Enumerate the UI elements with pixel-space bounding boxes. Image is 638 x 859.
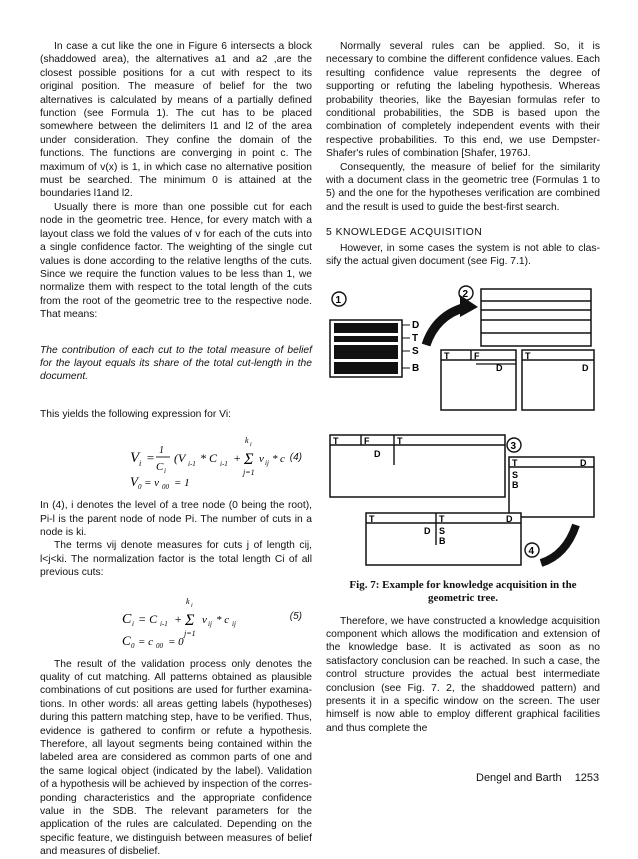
svg-text:ij: ij xyxy=(265,459,269,468)
paragraph: Normally several rules can be applied. So, it is necessary to combine the different confidence values. Each resulting confidence value represents the degree of supporting or refuting the labeling hypothesis. Whereas probability theories, like the Bayesian formulas refer to conditional probabilities, the SDB is based upon the combination of completely independent events with their respective probabilities. To this end, we use Dempster-Shafer's rules of combination [Shafer, 1976J. xyxy=(326,41,600,160)
label-T: T xyxy=(397,435,403,446)
svg-text:ij: ij xyxy=(208,619,212,628)
svg-text:0: 0 xyxy=(138,483,142,492)
right-column xyxy=(326,40,600,735)
left-column xyxy=(40,40,312,859)
label-D: D xyxy=(424,525,431,536)
svg-text:(V: (V xyxy=(174,451,186,466)
svg-text:i: i xyxy=(250,442,252,449)
equation-4-formula xyxy=(40,431,290,491)
step-label: 1 xyxy=(335,294,342,306)
svg-text:Σ: Σ xyxy=(185,611,195,629)
label-S: S xyxy=(412,345,419,357)
label-T: T xyxy=(369,513,375,524)
svg-text:00: 00 xyxy=(162,483,169,492)
caption-line: geometric tree. xyxy=(427,591,499,604)
svg-text:k: k xyxy=(245,436,249,446)
svg-text:* C: * C xyxy=(200,451,218,466)
svg-text:V: V xyxy=(130,474,138,490)
label-D: D xyxy=(506,513,513,524)
svg-text:+: + xyxy=(174,611,183,626)
label-D: D xyxy=(412,319,420,331)
label-F: F xyxy=(364,435,370,446)
svg-text:i: i xyxy=(164,467,166,476)
svg-text:i-1: i-1 xyxy=(220,460,228,469)
shaded-block xyxy=(334,362,398,374)
label-B: B xyxy=(439,535,446,546)
section-heading: 5 KNOWLEDGE ACQUISITION xyxy=(326,227,483,239)
paragraph: In case a cut like the one in Figure 6 intersects a block (shaddowed area), the alternatives a1 and a2 ,are the closest possible positions for a cut with respect to its original position. The measure of belief for the two alternatives is calculated by means of a partially defined function (see Formula 1). The cut has to be placed somewhere between the delimiters l1 and l2 of the area under consideration. They confine the domain of the functions. The functions are converging in point c. The maximum of v(x) is 1, in which case no alternative position must be searched. The minimum 0 is attained at the boundaries l1and l2. xyxy=(40,41,312,200)
step-label: 3 xyxy=(510,440,517,452)
step-label: 4 xyxy=(528,545,535,557)
figure-7 xyxy=(326,285,600,575)
equation-5 xyxy=(40,590,312,650)
step-label: 2 xyxy=(462,288,469,300)
svg-text:j=1: j=1 xyxy=(184,628,196,638)
svg-text:v: v xyxy=(259,453,264,466)
label-T: T xyxy=(333,435,339,446)
paragraph: However, in some cases the system is not able to classify the actual given document (see Fig. 7.1). xyxy=(326,242,600,268)
svg-text:= 0: = 0 xyxy=(168,635,184,648)
figure-caption xyxy=(326,579,600,605)
svg-text:=: = xyxy=(146,450,155,466)
label-T: T xyxy=(412,332,419,344)
svg-text:i: i xyxy=(139,459,142,469)
label-T: T xyxy=(439,513,445,524)
paragraph: Consequently, the measure of belief for the similarity with a document class in the geometric tree (Formulas 1 to 5) and the one for the hypotheses verification are combined and the result is used to guide the best-first search. xyxy=(326,161,600,213)
emphasis-quote: The contribution of each cut to the total measure of belief for the layout equals its share of the total cut-length in the document. xyxy=(40,344,312,383)
svg-text:= 1: = 1 xyxy=(174,477,190,490)
label-D: D xyxy=(582,362,589,373)
document-page xyxy=(330,435,505,497)
svg-text:i-1: i-1 xyxy=(160,619,168,628)
label-T: T xyxy=(444,350,450,361)
svg-text:v: v xyxy=(202,613,207,626)
svg-text:= C: = C xyxy=(138,611,158,626)
label-D: D xyxy=(496,362,503,373)
arrow xyxy=(541,525,576,563)
paragraph: The result of the validation process only denotes the quality of cut matching. All patterns obtained as plausible combinations of cut positions are used for further examinations. In other words: all areas getting labels (hypotheses) during this pattern matching step, have to be verified. Thus, evidence is gathered to confirm or refute a hypothesis. Therefore, all layout segments being contained within the labeled area are considered as common parts of one and the same logical object (indicated by the label). Validation of a hypothesis will be achieved by inspection of the corresponding characteristics and the appropriate confidence value in the SDB. The relevant parameters for the application of the rules are calculated. Depending on the specific feature, we distinguish between measures of belief and measures of disbelief. xyxy=(40,658,312,858)
label-T: T xyxy=(512,457,518,468)
svg-text:k: k xyxy=(186,596,190,606)
svg-text:i: i xyxy=(191,602,193,609)
label-S: S xyxy=(439,525,446,536)
paragraph: The terms vij denote measures for cuts j of length cij, l<j<ki. The normalization factor is the total length Ci of all previous cuts: xyxy=(40,540,312,579)
label-S: S xyxy=(512,469,519,480)
equation-4 xyxy=(40,431,312,491)
svg-text:*: * xyxy=(272,453,278,466)
svg-text:C: C xyxy=(156,461,164,474)
svg-text:+: + xyxy=(233,451,242,466)
label-B: B xyxy=(412,362,420,374)
document-page xyxy=(481,289,591,346)
equation-5-formula xyxy=(40,590,290,650)
svg-text:i-1: i-1 xyxy=(188,460,196,469)
svg-text:0: 0 xyxy=(131,641,135,650)
svg-text:= c: = c xyxy=(138,635,154,648)
page-footer xyxy=(476,772,609,784)
footer-authors: Dengel and Barth xyxy=(476,772,562,784)
figure-7-diagram xyxy=(326,285,600,575)
shaded-block xyxy=(334,336,398,342)
svg-text:c: c xyxy=(280,453,285,466)
paragraph: Therefore, we have constructed a knowledge acquisition component which allows the modification and extension of the knowledge base. It is activated as soon as no satisfactory conclusion can be reached. In such a case, the control structure provides the actual best intermediate conclusion (see Fig. 7. 2, the shaddowed pattern) and presents it in a specific window on the screen. The user himself is now able to employ different graphical facilities and thus complete the xyxy=(326,615,600,734)
svg-text:* c: * c xyxy=(216,613,230,626)
document-page xyxy=(522,350,594,410)
svg-text:Σ: Σ xyxy=(244,451,254,469)
page-number: 1253 xyxy=(574,772,600,784)
svg-text:1: 1 xyxy=(159,445,164,457)
svg-text:C: C xyxy=(122,611,132,627)
svg-text:00: 00 xyxy=(156,641,163,650)
svg-text:V: V xyxy=(130,450,140,467)
svg-text:ij: ij xyxy=(232,619,236,628)
svg-text:= v: = v xyxy=(144,477,160,490)
equation-number: (4) xyxy=(289,452,302,464)
shaded-block xyxy=(334,323,398,333)
label-D: D xyxy=(374,448,381,459)
svg-text:C: C xyxy=(122,632,131,648)
paragraph: Usually there is more than one possible cut for each node in the geometric tree. Hence, for every match with a layout class we fold the values of v for each of the cuts into a single confidence factor. The weighting of the single cut values is done according to the relative lengths of the cuts. Since we require the function values to be less than 1, we normalize them with respect to the total length of the cuts from the root of the geometric tree to the respective node. That means: xyxy=(40,201,312,321)
svg-text:i: i xyxy=(132,619,134,628)
equation-number: (5) xyxy=(289,610,302,622)
label-T: T xyxy=(525,350,531,361)
label-B: B xyxy=(512,479,519,490)
caption-line: Fig. 7: Example for knowledge acquisition in the xyxy=(349,578,577,591)
svg-text:j=1: j=1 xyxy=(243,468,255,478)
label-D: D xyxy=(580,457,587,468)
paragraph: This yields the following expression for Vi: xyxy=(40,408,231,420)
paragraph: In (4), i denotes the level of a tree node (0 being the root), Pi-l is the parent node of node Pi. The number of cuts in a node is ki. xyxy=(40,500,312,538)
shaded-block xyxy=(334,345,398,359)
label-F: F xyxy=(474,350,480,361)
